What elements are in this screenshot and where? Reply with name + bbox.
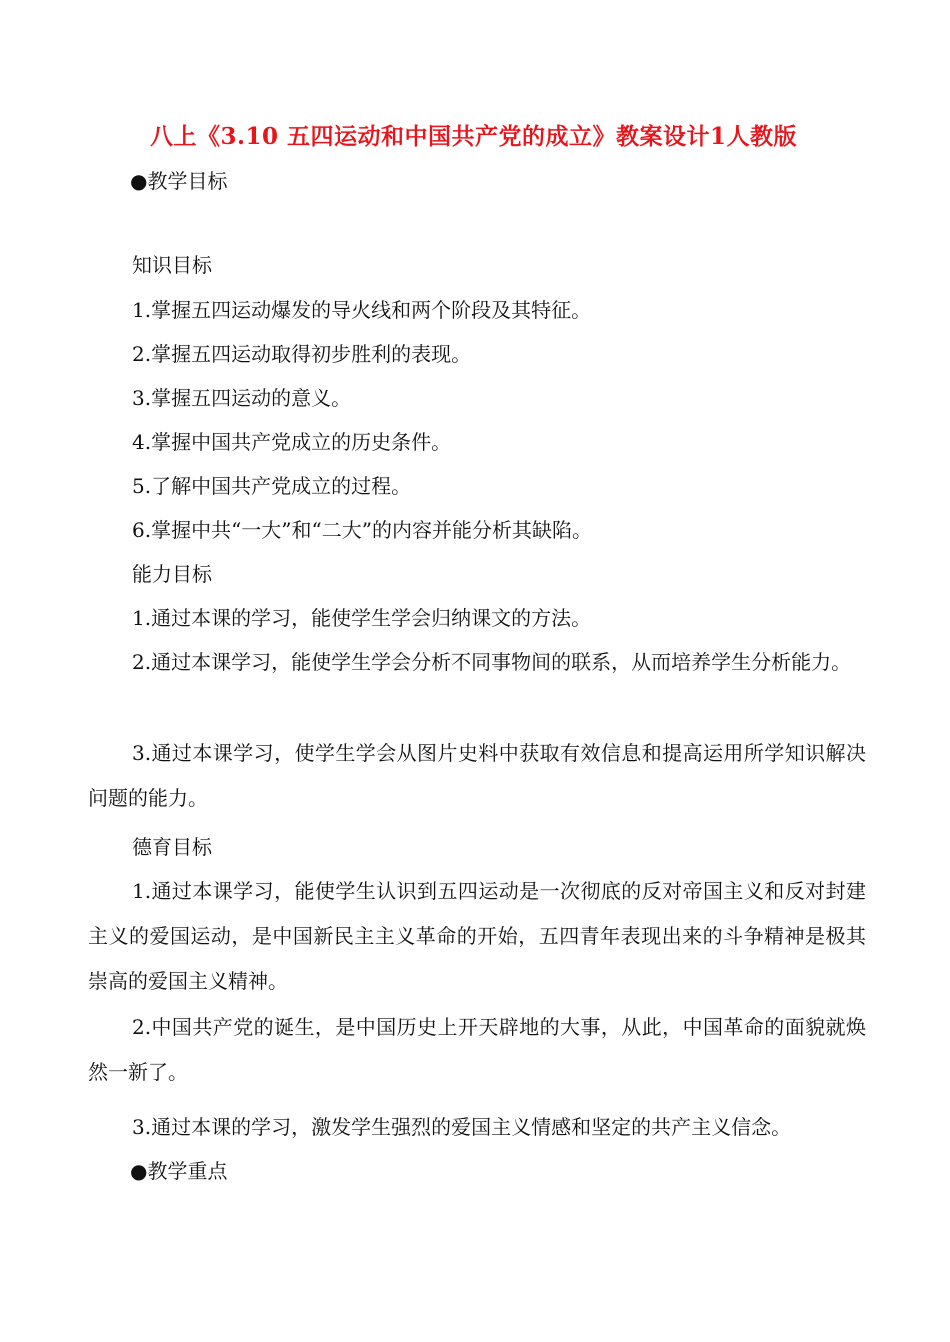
knowledge-item: 1.掌握五四运动爆发的导火线和两个阶段及其特征。: [132, 298, 592, 322]
section-heading-teaching-focus: ●教学重点: [130, 1159, 228, 1183]
knowledge-goals-heading: 知识目标: [132, 253, 212, 277]
ability-goals-heading: 能力目标: [132, 562, 212, 586]
moral-goals-heading: 德育目标: [132, 835, 212, 859]
moral-item: 2.中国共产党的诞生，是中国历史上开天辟地的大事，从此，中国革命的面貌就焕然一新了。: [88, 1015, 866, 1084]
knowledge-item: 6.掌握中共“一大”和“二大”的内容并能分析其缺陷。: [132, 518, 592, 542]
document-title: 八上《3.10 五四运动和中国共产党的成立》教案设计1人教版: [150, 123, 798, 150]
section-heading-teaching-goals: ●教学目标: [130, 169, 228, 193]
ability-item: 2.通过本课学习，能使学生学会分析不同事物间的联系，从而培养学生分析能力。: [132, 650, 852, 674]
moral-item: 1.通过本课学习，能使学生认识到五四运动是一次彻底的反对帝国主义和反对封建主义的爱国运动，是中国新民主主义革命的开始，五四青年表现出来的斗争精神是极其崇高的爱国主义精神。: [88, 879, 866, 993]
knowledge-item: 2.掌握五四运动取得初步胜利的表现。: [132, 342, 472, 366]
ability-item: 1.通过本课的学习，能使学生学会归纳课文的方法。: [132, 606, 592, 630]
knowledge-item: 5.了解中国共产党成立的过程。: [132, 474, 412, 498]
knowledge-item: 3.掌握五四运动的意义。: [132, 386, 352, 410]
moral-item: 3.通过本课的学习，激发学生强烈的爱国主义情感和坚定的共产主义信念。: [132, 1115, 792, 1139]
knowledge-item: 4.掌握中国共产党成立的历史条件。: [132, 430, 452, 454]
ability-item: 3.通过本课学习，使学生学会从图片史料中获取有效信息和提高运用所学知识解决问题的能力。: [88, 741, 866, 810]
